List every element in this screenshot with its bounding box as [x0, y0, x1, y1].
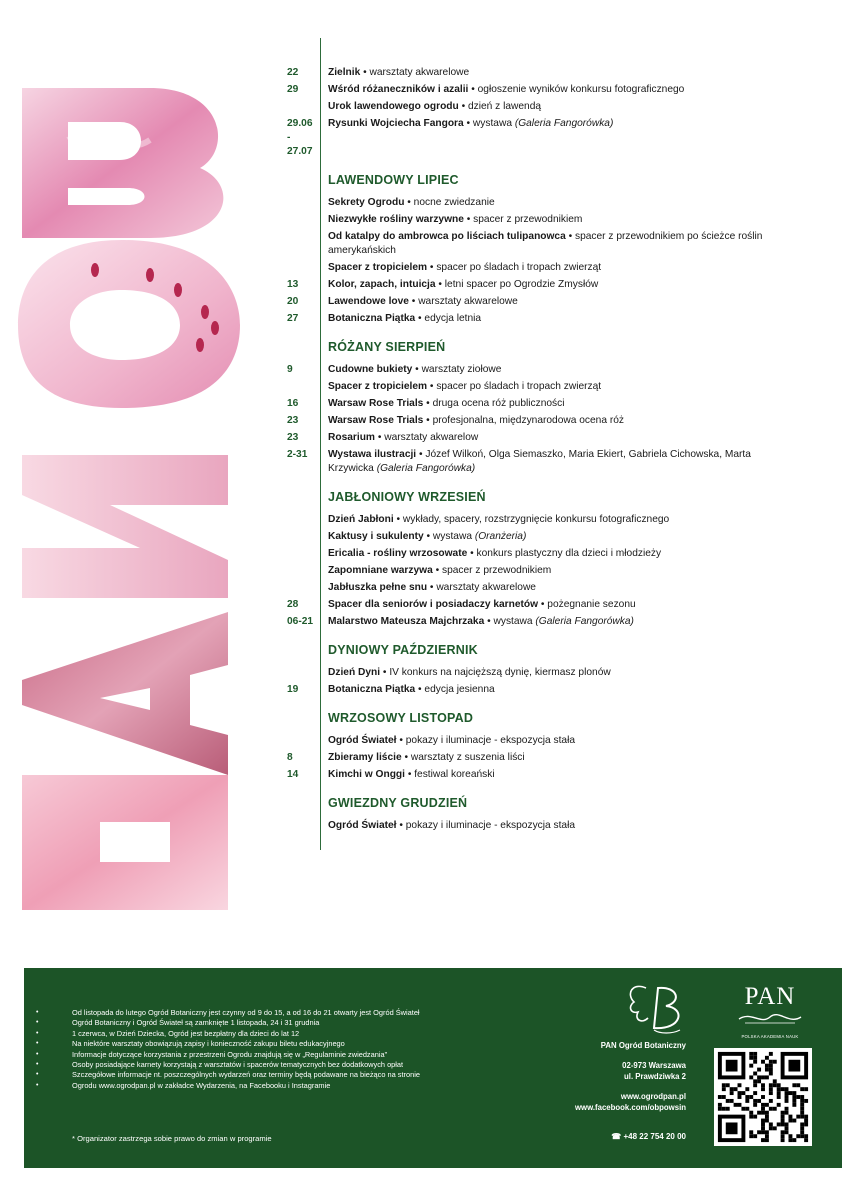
- separator-dot: •: [427, 582, 437, 593]
- month-section: [287, 173, 787, 326]
- event-detail: pokazy i iluminacje - ekspozycja stała: [405, 820, 576, 831]
- separator-dot: •: [380, 667, 390, 678]
- event-description: [328, 513, 787, 527]
- event-description: [328, 530, 787, 544]
- separator-dot: •: [412, 364, 422, 375]
- event-date: [287, 230, 328, 258]
- event-detail: warsztaty z suszenia liści: [410, 752, 525, 763]
- event-date: 13: [287, 279, 299, 290]
- contact-block: [575, 1040, 686, 1114]
- event-detail: spacer po śladach i tropach zwierząt: [436, 381, 602, 392]
- event-row: [287, 547, 787, 561]
- event-detail: druga ocena róż publiczności: [432, 398, 565, 409]
- event-name: Wśród różaneczników i azalii: [328, 84, 469, 95]
- month-title: GWIEZDNY GRUDZIEŃ: [328, 796, 468, 810]
- event-row: [287, 564, 787, 578]
- month-title: RÓŻANY SIERPIEŃ: [328, 340, 446, 354]
- event-description: [328, 295, 787, 309]
- event-detail: letni spacer po Ogrodzie Zmysłów: [444, 279, 599, 290]
- event-detail: spacer po śladach i tropach zwierząt: [436, 262, 602, 273]
- event-detail: warsztaty akwarelowe: [418, 296, 518, 307]
- separator-dot: •: [404, 197, 414, 208]
- event-description: [328, 751, 787, 765]
- event-date: 28: [287, 599, 299, 610]
- month-section: [287, 490, 787, 629]
- info-note: • Szczegółowe informacje nt. poszczególnych wydarzeń oraz terminy będą podawane na bieżąco na stronie: [36, 1070, 516, 1080]
- event-date: 8: [287, 752, 293, 763]
- event-date: 14: [287, 769, 299, 780]
- event-row: [287, 666, 787, 680]
- garden-b-logo: [624, 980, 692, 1038]
- event-row: [287, 230, 787, 258]
- event-description: [328, 683, 787, 697]
- event-name: Zbieramy liście: [328, 752, 402, 763]
- event-name: Kolor, zapach, intuicja: [328, 279, 436, 290]
- event-description: [328, 431, 787, 445]
- event-detail: edycja jesienna: [424, 684, 495, 695]
- event-date: [287, 530, 328, 544]
- info-note: • Od listopada do lutego Ogród Botaniczny jest czynny od 9 do 15, a od 16 do 21 otwarty jest Ogród Świateł: [36, 1008, 516, 1018]
- event-name: Lawendowe love: [328, 296, 409, 307]
- event-date: 27: [287, 313, 299, 324]
- event-detail: nocne zwiedzanie: [413, 197, 495, 208]
- address-line-1: 02-973 Warszawa: [622, 1060, 686, 1070]
- pan-logo-subtitle: POLSKA AKADEMIA NAUK: [741, 1034, 799, 1039]
- event-detail: edycja letnia: [424, 313, 482, 324]
- event-name: Malarstwo Mateusza Majchrzaka: [328, 616, 485, 627]
- event-description: [328, 397, 787, 411]
- event-description: [328, 547, 787, 561]
- event-row: [287, 100, 787, 114]
- event-schedule: [287, 66, 787, 836]
- event-description: [328, 380, 787, 394]
- event-row: [287, 295, 787, 309]
- month-title: WRZOSOWY LISTOPAD: [328, 711, 474, 725]
- event-name: Spacer z tropicielem: [328, 381, 428, 392]
- event-row: [287, 397, 787, 411]
- event-detail: konkurs plastyczny dla dzieci i młodzieży: [476, 548, 662, 559]
- event-name: Cudowne bukiety: [328, 364, 413, 375]
- event-name: Zielnik: [328, 67, 361, 78]
- event-detail: wykłady, spacery, rozstrzygnięcie konkursu fotograficznego: [402, 514, 670, 525]
- event-date: 29.06 - 27.07: [287, 118, 313, 157]
- event-detail: ogłoszenie wyników konkursu fotograficznego: [477, 84, 685, 95]
- event-date: 16: [287, 398, 299, 409]
- event-description: [328, 768, 787, 782]
- event-row: [287, 196, 787, 210]
- separator-dot: •: [396, 735, 406, 746]
- info-note: • Ogród Botaniczny i Ogród Świateł są zamknięte 1 listopada, 24 i 31 grudnia: [36, 1018, 516, 1028]
- event-date: 19: [287, 684, 299, 695]
- event-row: [287, 414, 787, 428]
- event-description: [328, 581, 787, 595]
- event-description: [328, 213, 787, 227]
- event-row: [287, 380, 787, 394]
- event-detail: pożegnanie sezonu: [547, 599, 636, 610]
- event-date: [287, 380, 328, 394]
- event-description: [328, 598, 787, 612]
- event-name: Ogród Świateł: [328, 735, 397, 746]
- separator-dot: •: [427, 262, 437, 273]
- event-name: Od katalpy do ambrowca po liściach tulipanowca: [328, 231, 566, 242]
- event-description: [328, 230, 787, 258]
- event-name: Warsaw Rose Trials: [328, 415, 424, 426]
- event-name: Zapomniane warzywa: [328, 565, 433, 576]
- event-date: [287, 547, 328, 561]
- month-section: [287, 340, 787, 476]
- month-section: [287, 796, 787, 833]
- event-date: [287, 819, 328, 833]
- event-description: [328, 117, 787, 159]
- separator-dot: •: [401, 752, 411, 763]
- event-date: [287, 196, 328, 210]
- event-row: [287, 768, 787, 782]
- event-detail: warsztaty akwarelowe: [369, 67, 470, 78]
- event-detail: profesjonalna, międzynarodowa ocena róż: [432, 415, 624, 426]
- event-date: 20: [287, 296, 299, 307]
- event-description: [328, 564, 787, 578]
- pan-logo-flourish: [735, 1009, 805, 1027]
- event-date: 2-31: [287, 449, 308, 460]
- info-note: • Osoby posiadające karnety korzystają z warsztatów i spacerów tematycznych bez dodatkowych opłat: [36, 1060, 516, 1070]
- separator-dot: •: [423, 531, 433, 542]
- event-detail: dzień z lawendą: [467, 101, 542, 112]
- event-name: Botaniczna Piątka: [328, 684, 416, 695]
- event-date: [287, 213, 328, 227]
- event-row: [287, 66, 787, 80]
- info-notes-list: [36, 1008, 516, 1091]
- event-detail: Józef Wilkoń, Olga Siemaszko, Maria Ekiert, Gabriela Cichowska, Marta Krzywicka: [328, 449, 751, 474]
- event-description: [328, 100, 787, 114]
- separator-dot: •: [432, 565, 442, 576]
- event-row: [287, 598, 787, 612]
- letter-b-shape: [22, 88, 223, 238]
- letter-n-shape: [22, 455, 228, 598]
- event-date: [287, 100, 328, 114]
- pan-logo: [730, 984, 810, 1039]
- event-date: 29: [287, 84, 299, 95]
- event-name: Kaktusy i sukulenty: [328, 531, 424, 542]
- event-row: [287, 751, 787, 765]
- separator-dot: •: [435, 279, 445, 290]
- event-date: 06-21: [287, 616, 314, 627]
- event-name: Jabłuszka pełne snu: [328, 582, 428, 593]
- event-detail: warsztaty akwarelowe: [436, 582, 536, 593]
- event-date: [287, 666, 328, 680]
- event-date: [287, 261, 328, 275]
- event-detail: IV konkurs na najcięższą dynię, kiermasz plonów: [389, 667, 611, 678]
- event-date: [287, 513, 328, 527]
- event-venue: (Galeria Fangorówka): [376, 463, 476, 474]
- event-description: [328, 363, 787, 377]
- event-row: [287, 581, 787, 595]
- event-detail: spacer z przewodnikiem: [473, 214, 583, 225]
- event-description: [328, 414, 787, 428]
- separator-dot: •: [360, 67, 370, 78]
- website-link[interactable]: www.ogrodpan.pl: [620, 1091, 686, 1101]
- event-description: [328, 278, 787, 292]
- event-detail: wystawa: [432, 531, 475, 542]
- decorative-pan-ob-lettering: [0, 0, 250, 930]
- event-venue: (Galeria Fangorówka): [514, 118, 614, 129]
- info-note: • Ogrodu www.ogrodpan.pl w zakładce Wydarzenia, na Facebooku i Instagramie: [36, 1081, 516, 1091]
- event-name: Dzień Jabłoni: [328, 514, 394, 525]
- event-name: Ogród Świateł: [328, 820, 397, 831]
- event-venue: (Oranżeria): [474, 531, 527, 542]
- event-description: [328, 734, 787, 748]
- event-row: [287, 278, 787, 292]
- event-detail: warsztaty ziołowe: [421, 364, 502, 375]
- event-row: [287, 117, 787, 159]
- event-name: Rysunki Wojciecha Fangora: [328, 118, 464, 129]
- event-name: Kimchi w Onggi: [328, 769, 405, 780]
- separator-dot: •: [538, 599, 548, 610]
- event-row: [287, 734, 787, 748]
- event-venue: (Galeria Fangorówka): [535, 616, 634, 627]
- phone-number: ☎ +48 22 754 20 00: [611, 1132, 686, 1141]
- month-section: [287, 66, 787, 159]
- event-description: [328, 66, 787, 80]
- event-row: [287, 261, 787, 275]
- letter-p-shape: [22, 775, 228, 910]
- event-row: [287, 513, 787, 527]
- separator-dot: •: [396, 820, 406, 831]
- pan-logo-word: PAN: [744, 983, 796, 1010]
- month-title: LAWENDOWY LIPIEC: [328, 173, 459, 187]
- separator-dot: •: [375, 432, 385, 443]
- separator-dot: •: [565, 231, 575, 242]
- separator-dot: •: [416, 449, 426, 460]
- event-description: [328, 261, 787, 275]
- separator-dot: •: [408, 296, 419, 307]
- event-description: [328, 312, 787, 326]
- event-description: [328, 819, 787, 833]
- qr-code[interactable]: [714, 1048, 812, 1146]
- event-date: 23: [287, 415, 299, 426]
- event-detail: wystawa: [493, 616, 536, 627]
- month-section: [287, 643, 787, 697]
- info-note: • Na niektóre warsztaty obowiązują zapisy i konieczność zakupu biletu edukacyjnego: [36, 1039, 516, 1049]
- event-description: [328, 615, 787, 629]
- separator-dot: •: [463, 214, 474, 225]
- event-row: [287, 448, 787, 476]
- separator-dot: •: [393, 514, 403, 525]
- event-name: Sekrety Ogrodu: [328, 197, 405, 208]
- separator-dot: •: [415, 684, 425, 695]
- event-name: Dzień Dyni: [328, 667, 381, 678]
- event-name: Spacer z tropicielem: [328, 262, 428, 273]
- separator-dot: •: [484, 616, 494, 627]
- month-title: DYNIOWY PAŹDZIERNIK: [328, 643, 478, 657]
- event-description: [328, 448, 787, 476]
- separator-dot: •: [423, 398, 433, 409]
- letter-a-shape: [22, 612, 228, 775]
- month-section: [287, 711, 787, 782]
- event-detail: pokazy i iluminacje - ekspozycja stała: [405, 735, 576, 746]
- event-description: [328, 666, 787, 680]
- footer-panel: [24, 968, 842, 1168]
- separator-dot: •: [467, 548, 477, 559]
- event-date: [287, 734, 328, 748]
- separator-dot: •: [404, 769, 415, 780]
- event-date: 9: [287, 364, 293, 375]
- event-detail: warsztaty akwarelow: [384, 432, 479, 443]
- separator-dot: •: [415, 313, 425, 324]
- org-name: PAN Ogród Botaniczny: [600, 1041, 686, 1050]
- event-name: Botaniczna Piątka: [328, 313, 416, 324]
- event-row: [287, 530, 787, 544]
- event-detail: spacer z przewodnikiem: [441, 565, 552, 576]
- event-row: [287, 819, 787, 833]
- event-name: Wystawa ilustracji: [328, 449, 417, 460]
- event-description: [328, 83, 787, 97]
- event-row: [287, 213, 787, 227]
- disclaimer-text: * Organizator zastrzega sobie prawo do zmian w programie: [72, 1134, 272, 1143]
- info-note: • Informacje dotyczące korzystania z przestrzeni Ogrodu znajdują się w „Regulaminie zwiedzania”: [36, 1050, 516, 1060]
- separator-dot: •: [468, 84, 478, 95]
- facebook-link[interactable]: www.facebook.com/obpowsin: [574, 1103, 686, 1113]
- event-detail: festiwal koreański: [414, 769, 495, 780]
- event-row: [287, 363, 787, 377]
- event-name: Ericalia - rośliny wrzosowate: [328, 548, 468, 559]
- separator-dot: •: [423, 415, 433, 426]
- event-row: [287, 83, 787, 97]
- event-description: [328, 196, 787, 210]
- event-name: Niezwykłe rośliny warzywne: [328, 214, 464, 225]
- event-name: Rosarium: [328, 432, 375, 443]
- event-name: Urok lawendowego ogrodu: [328, 101, 459, 112]
- event-detail: wystawa: [472, 118, 515, 129]
- event-row: [287, 615, 787, 629]
- info-note: • 1 czerwca, w Dzień Dziecka, Ogród jest bezpłatny dla dzieci do lat 12: [36, 1029, 516, 1039]
- month-title: JABŁONIOWY WRZESIEŃ: [328, 490, 486, 504]
- event-row: [287, 312, 787, 326]
- event-detail: spacer z przewodnikiem po ścieżce roślin amerykańskich: [328, 231, 763, 256]
- separator-dot: •: [427, 381, 437, 392]
- event-name: Warsaw Rose Trials: [328, 398, 424, 409]
- event-row: [287, 431, 787, 445]
- letter-o-shape: [18, 240, 240, 408]
- event-date: [287, 581, 328, 595]
- event-date: [287, 564, 328, 578]
- address-line-2: ul. Prawdziwka 2: [624, 1072, 686, 1082]
- event-row: [287, 683, 787, 697]
- event-date: 22: [287, 67, 299, 78]
- event-date: 23: [287, 432, 299, 443]
- separator-dot: •: [458, 101, 468, 112]
- event-name: Spacer dla seniorów i posiadaczy karnetów: [328, 599, 539, 610]
- separator-dot: •: [463, 118, 473, 129]
